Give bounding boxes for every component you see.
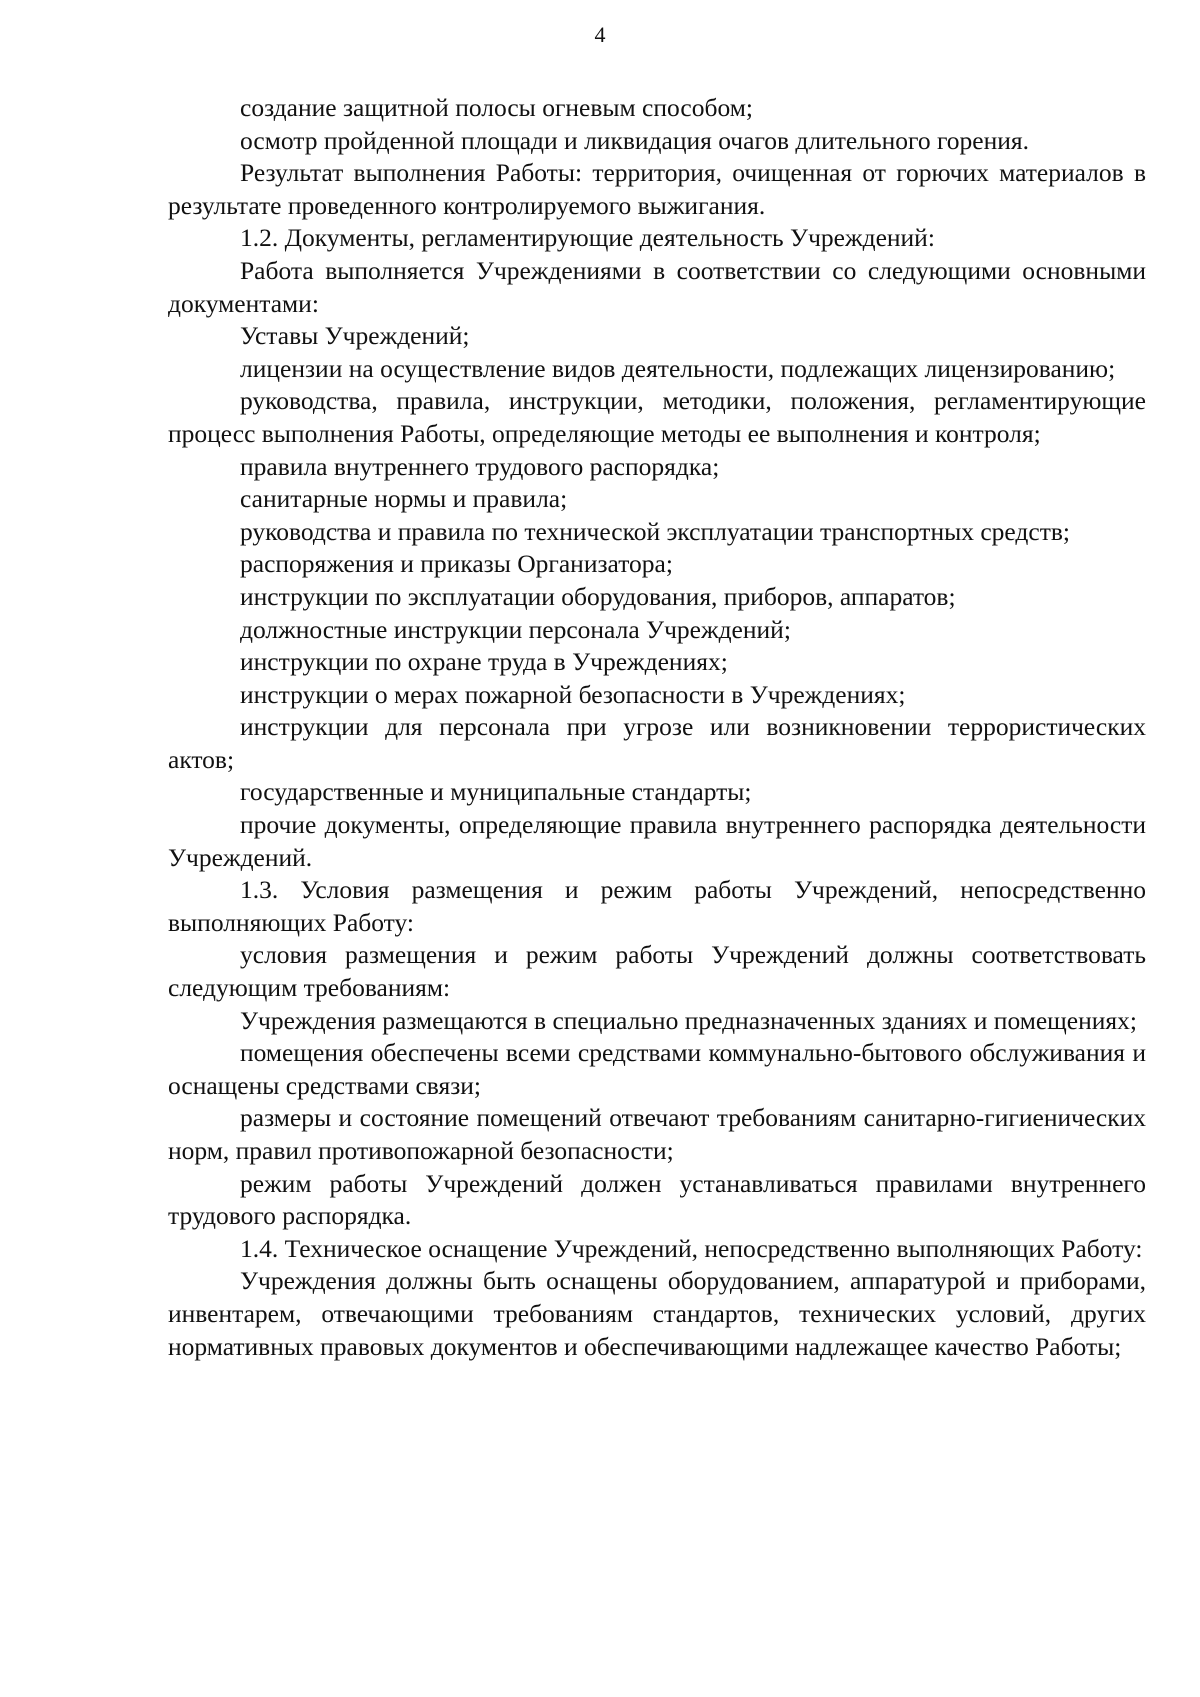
- list-item: лицензии на осуществление видов деятельности, подлежащих лицензированию;: [240, 353, 1116, 383]
- list-item: прочие документы, определяющие правила внутреннего распорядка деятельности Учреждений.: [168, 810, 1146, 872]
- list-item: инструкции о мерах пожарной безопасности в Учреждениях;: [240, 679, 906, 709]
- list-item: правила внутреннего трудового распорядка;: [240, 451, 720, 481]
- list-item: Уставы Учреждений;: [240, 321, 470, 351]
- section-heading-1-3: 1.3. Условия размещения и режим работы Учреждений, непосредственно выполняющих Работу:: [168, 875, 1146, 937]
- paragraph: Работа выполняется Учреждениями в соответствии со следующими основными документами:: [168, 255, 1146, 318]
- section-heading-1-2: 1.2. Документы, регламентирующие деятельность Учреждений:: [240, 223, 935, 253]
- paragraph: Результат выполнения Работы: территория, очищенная от горючих материалов в результате проведенного контролируемого выжигания.: [168, 158, 1146, 220]
- list-item: режим работы Учреждений должен устанавливаться правилами внутреннего трудового распорядка.: [168, 1168, 1146, 1231]
- paragraph: создание защитной полосы огневым способом;: [240, 93, 753, 122]
- list-item: размеры и состояние помещений отвечают требованиям санитарно-гигиенических норм, правил противопожарной безопасности;: [168, 1103, 1146, 1165]
- list-item: помещения обеспечены всеми средствами коммунально-бытового обслуживания и оснащены средствами связи;: [168, 1038, 1146, 1100]
- list-item: руководства и правила по технической эксплуатации транспортных средств;: [240, 516, 1070, 546]
- document-body: [168, 92, 1146, 1363]
- page-number: 4: [594, 22, 606, 47]
- list-item: санитарные нормы и правила;: [240, 484, 568, 514]
- list-item: инструкции для персонала при угрозе или возникновении террористических актов;: [168, 712, 1146, 774]
- list-item: распоряжения и приказы Организатора;: [240, 549, 673, 579]
- paragraph: Учреждения должны быть оснащены оборудованием, аппаратурой и приборами, инвентарем, отвечающими требованиям стандартов, технических условий, других нормативных правовых документов и обеспечивающими надлежащее качество Работы;: [168, 1266, 1146, 1361]
- list-item: инструкции по эксплуатации оборудования, приборов, аппаратов;: [240, 581, 956, 611]
- list-item: должностные инструкции персонала Учреждений;: [240, 614, 791, 644]
- list-item: государственные и муниципальные стандарты;: [240, 777, 752, 807]
- list-item: Учреждения размещаются в специально предназначенных зданиях и помещениях;: [240, 1005, 1137, 1035]
- list-item: инструкции по охране труда в Учреждениях;: [240, 647, 728, 677]
- paragraph: осмотр пройденной площади и ликвидация очагов длительного горения.: [240, 125, 1029, 155]
- list-item: руководства, правила, инструкции, методики, положения, регламентирующие процесс выполнения Работы, определяющие методы ее выполнения и контроля;: [168, 386, 1146, 448]
- section-heading-1-4: 1.4. Техническое оснащение Учреждений, непосредственно выполняющих Работу:: [240, 1233, 1143, 1263]
- paragraph: условия размещения и режим работы Учреждений должны соответствовать следующим требованиям:: [168, 940, 1146, 1003]
